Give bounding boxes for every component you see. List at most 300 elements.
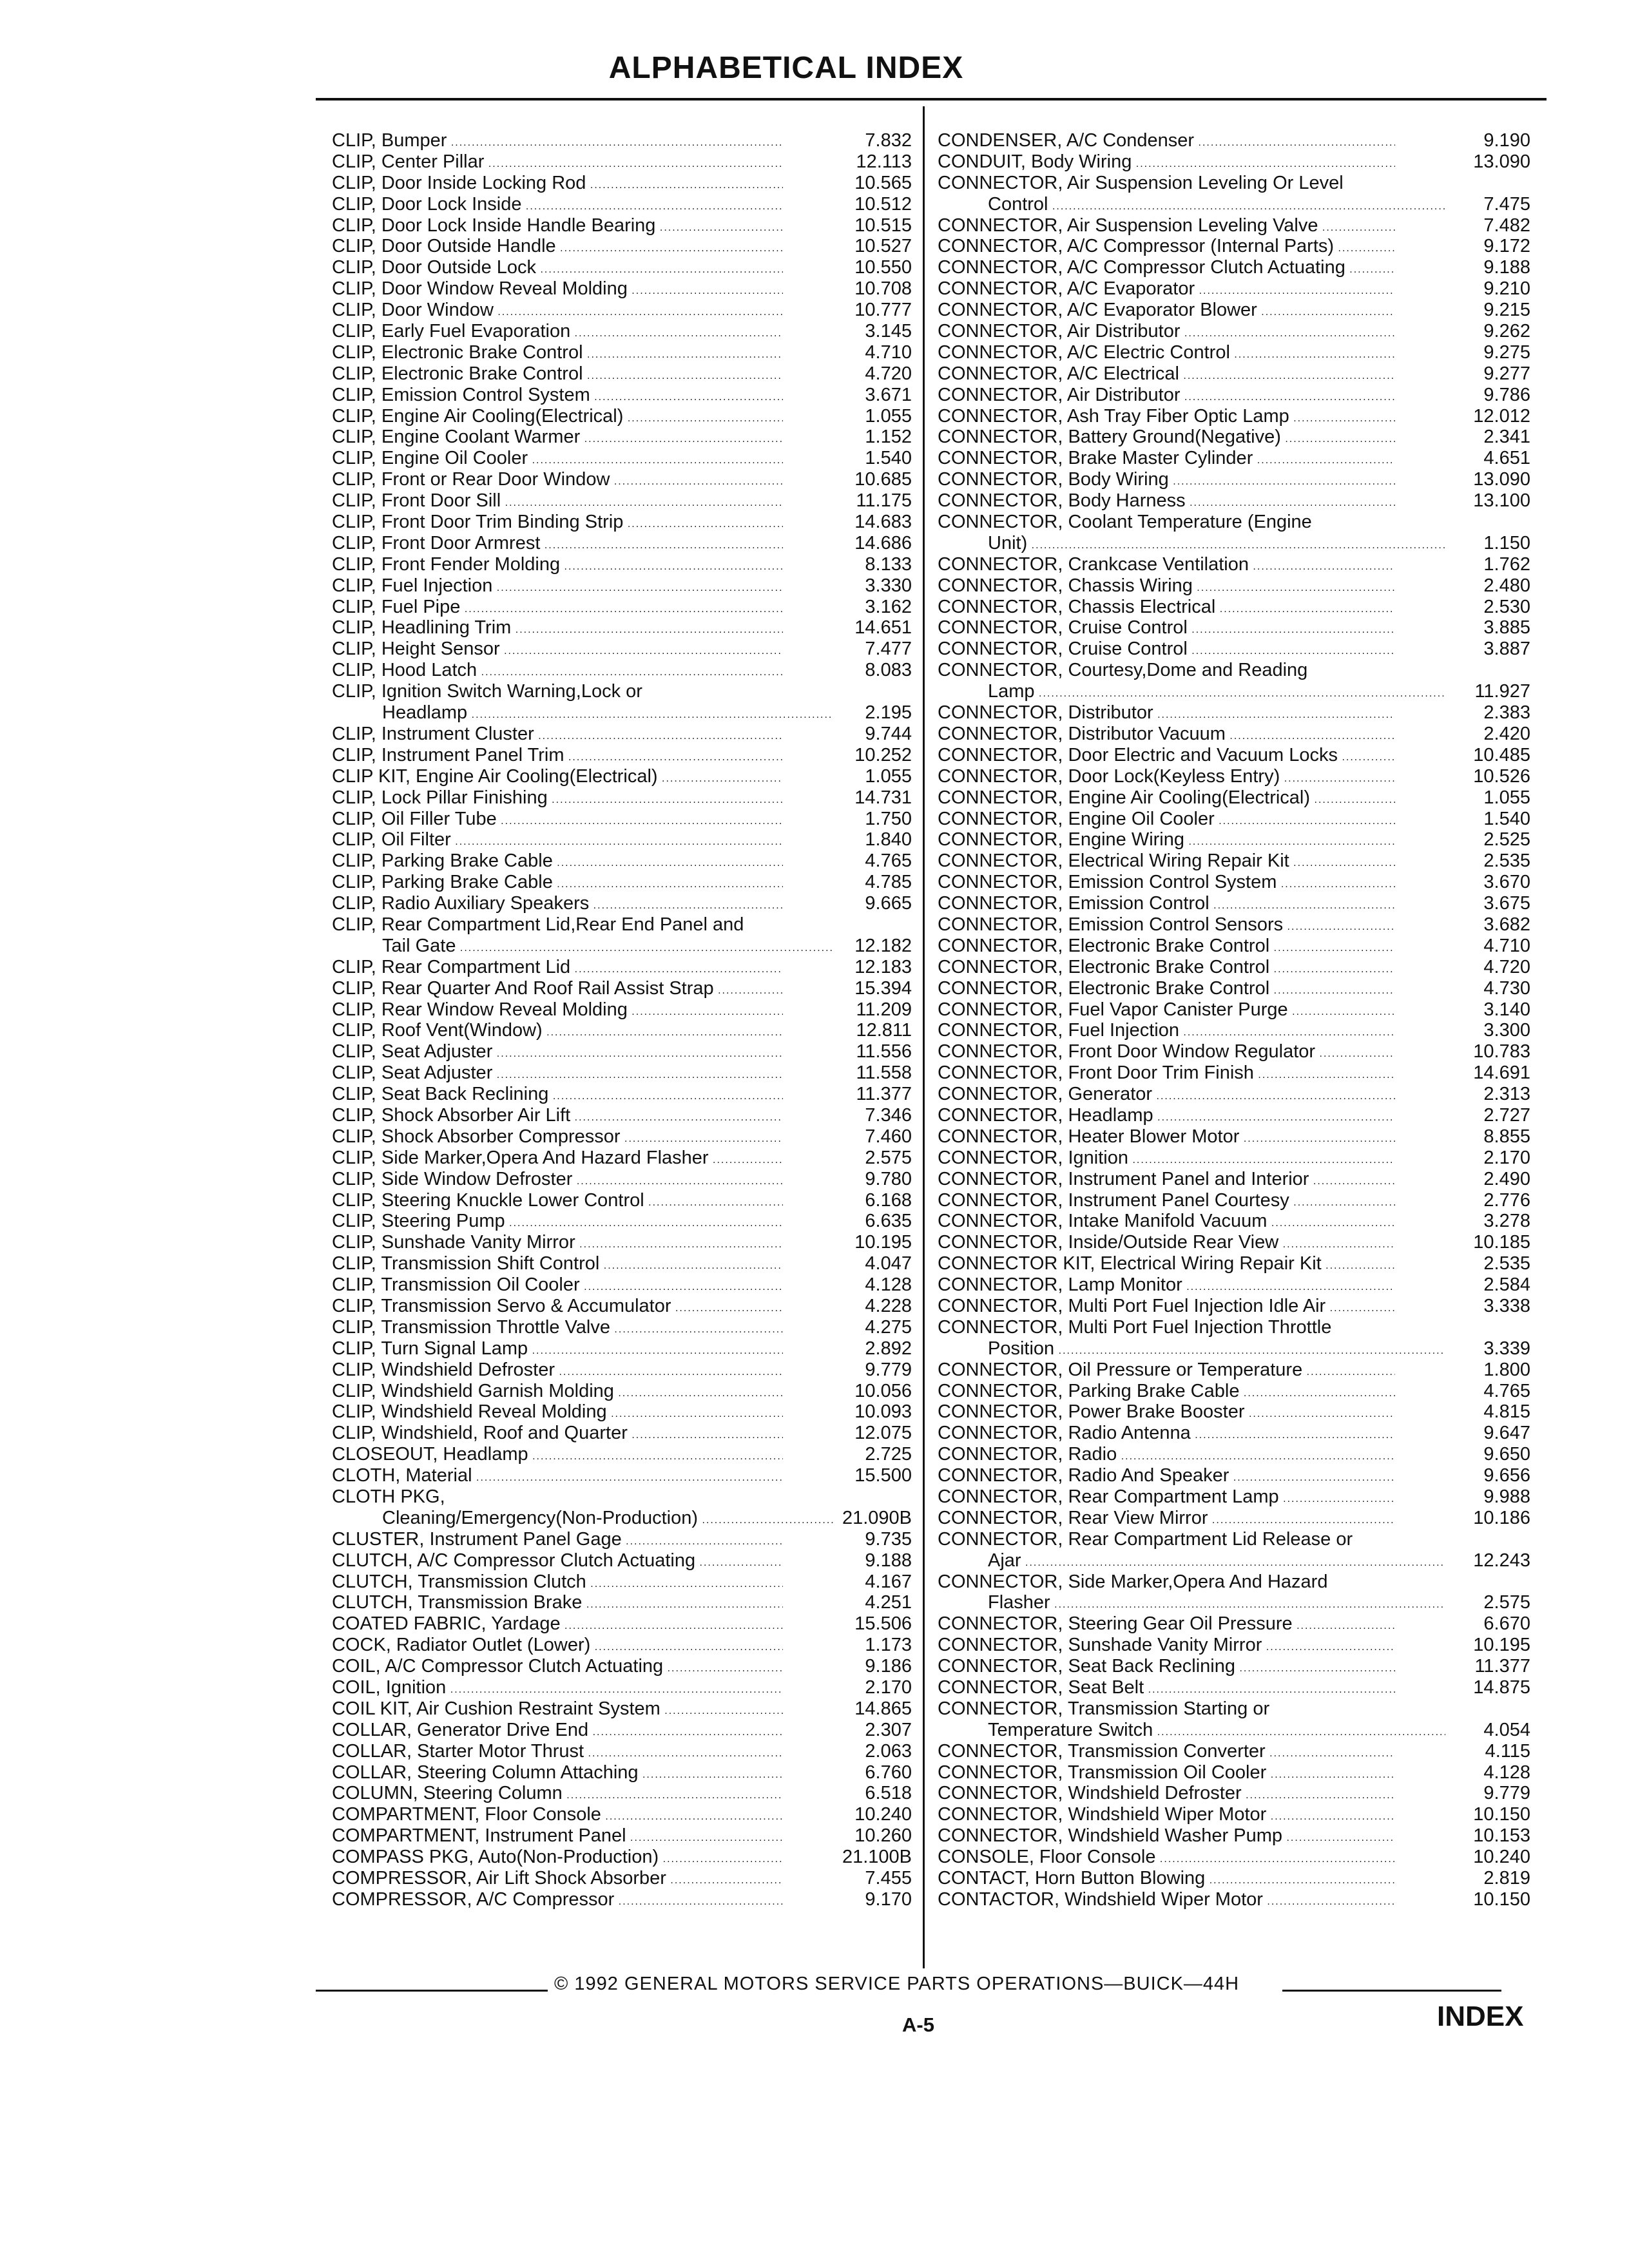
right-index-column bbox=[938, 130, 1530, 1910]
entry-name: CONNECTOR, Distributor Vacuum ..... bbox=[938, 724, 1395, 745]
index-entry bbox=[938, 1486, 1530, 1508]
entry-name: Ajar ..... bbox=[938, 1550, 1445, 1571]
index-entry bbox=[332, 1783, 912, 1804]
entry-page: 2.490 bbox=[1483, 1168, 1530, 1189]
entry-name: CONNECTOR, Seat Back Reclining ..... bbox=[938, 1656, 1395, 1677]
entry-page: 3.300 bbox=[1483, 1020, 1530, 1041]
entry-name: CONNECTOR, Seat Belt ..... bbox=[938, 1677, 1395, 1698]
entry-name: CONNECTOR, Transmission Starting or bbox=[938, 1698, 1270, 1719]
entry-name: CLIP, Steering Knuckle Lower Control ..... bbox=[332, 1190, 783, 1211]
index-entry bbox=[332, 957, 912, 978]
entry-page: 2.170 bbox=[865, 1677, 912, 1698]
entry-page: 1.762 bbox=[1483, 553, 1530, 575]
left-index-column bbox=[332, 130, 912, 1910]
index-entry bbox=[332, 1741, 912, 1762]
entry-page: 9.744 bbox=[865, 723, 912, 744]
entry-name: CLOTH, Material ..... bbox=[332, 1465, 783, 1486]
entry-name: CONNECTOR, Air Distributor ..... bbox=[938, 321, 1395, 342]
entry-page: 2.575 bbox=[1483, 1592, 1530, 1613]
entry-page: 4.128 bbox=[1483, 1762, 1530, 1783]
entry-name: COMPARTMENT, Floor Console ..... bbox=[332, 1804, 783, 1825]
entry-page: 13.090 bbox=[1473, 151, 1530, 172]
entry-name: CONNECTOR, Body Wiring ..... bbox=[938, 469, 1395, 490]
entry-page: 2.776 bbox=[1483, 1189, 1530, 1211]
entry-page: 7.477 bbox=[865, 639, 912, 660]
entry-page: 10.195 bbox=[854, 1232, 912, 1253]
index-entry bbox=[332, 1360, 912, 1381]
entry-page: 7.346 bbox=[865, 1104, 912, 1126]
index-entry bbox=[332, 1868, 912, 1889]
entry-name: CONNECTOR, Instrument Panel and Interior ..... bbox=[938, 1169, 1395, 1190]
entry-name: CONNECTOR, Cruise Control ..... bbox=[938, 617, 1395, 639]
index-entry bbox=[332, 1698, 912, 1720]
entry-name: CLIP, Door Lock Inside ..... bbox=[332, 194, 783, 215]
entry-name: CONNECTOR, Windshield Wiper Motor ..... bbox=[938, 1804, 1395, 1825]
index-entry bbox=[332, 1889, 912, 1910]
entry-page: 9.190 bbox=[1483, 130, 1530, 151]
index-entry bbox=[332, 1211, 912, 1232]
entry-page: 2.480 bbox=[1483, 575, 1530, 596]
index-entry bbox=[938, 469, 1530, 490]
index-entry bbox=[938, 872, 1530, 893]
entry-page: 7.482 bbox=[1483, 215, 1530, 236]
entry-name: CLOTH PKG, bbox=[332, 1486, 445, 1507]
index-entry bbox=[332, 1656, 912, 1677]
entry-name: CONNECTOR, Door Electric and Vacuum Locks ..... bbox=[938, 745, 1395, 766]
index-entry bbox=[332, 1486, 912, 1508]
index-entry bbox=[332, 872, 912, 893]
entry-page: 10.526 bbox=[1473, 765, 1530, 787]
entry-name: CLIP, Bumper ..... bbox=[332, 130, 783, 151]
index-entry bbox=[938, 321, 1530, 342]
entry-page: 4.765 bbox=[1483, 1380, 1530, 1401]
entry-page: 1.055 bbox=[865, 765, 912, 787]
entry-page: 12.811 bbox=[856, 1020, 912, 1041]
index-entry bbox=[332, 363, 912, 385]
entry-page: 1.150 bbox=[1483, 532, 1530, 553]
entry-page: 9.277 bbox=[1483, 363, 1530, 384]
entry-name: CONNECTOR, Chassis Wiring ..... bbox=[938, 575, 1395, 597]
entry-name: CLIP, Rear Compartment Lid ..... bbox=[332, 957, 783, 978]
entry-page: 10.565 bbox=[854, 172, 912, 193]
entry-page: 6.168 bbox=[865, 1189, 912, 1211]
index-entry bbox=[938, 1126, 1530, 1148]
index-entry bbox=[938, 597, 1530, 618]
entry-page: 10.195 bbox=[1473, 1635, 1530, 1656]
entry-name: CONNECTOR, Electronic Brake Control ..... bbox=[938, 957, 1395, 978]
entry-name: Cleaning/Emergency(Non-Production) ..... bbox=[332, 1508, 833, 1529]
index-entry bbox=[938, 342, 1530, 363]
index-entry bbox=[332, 1444, 912, 1465]
entry-page: 10.485 bbox=[1473, 744, 1530, 765]
entry-name: CONNECTOR, Instrument Panel Courtesy ..... bbox=[938, 1190, 1395, 1211]
entry-name: CONNECTOR, Inside/Outside Rear View ..... bbox=[938, 1232, 1395, 1253]
index-entry bbox=[332, 702, 912, 724]
entry-page: 1.750 bbox=[865, 808, 912, 829]
entry-name: CLIP, Front Door Trim Binding Strip ..... bbox=[332, 512, 783, 533]
column-divider bbox=[923, 106, 925, 1968]
index-entry bbox=[332, 1401, 912, 1423]
index-entry bbox=[938, 512, 1530, 533]
index-entry bbox=[938, 1169, 1530, 1190]
index-entry bbox=[332, 575, 912, 597]
entry-page: 21.100B bbox=[842, 1847, 912, 1868]
entry-page: 10.150 bbox=[1473, 1804, 1530, 1825]
index-entry bbox=[938, 1529, 1530, 1550]
index-entry bbox=[938, 1677, 1530, 1698]
entry-page: 10.240 bbox=[1473, 1847, 1530, 1868]
index-entry bbox=[332, 914, 912, 936]
entry-name: CLIP, Engine Air Cooling(Electrical) ..... bbox=[332, 406, 783, 427]
entry-name: CONNECTOR, Oil Pressure or Temperature ..... bbox=[938, 1360, 1395, 1381]
entry-name: Headlamp ..... bbox=[332, 702, 833, 724]
entry-name: CONNECTOR, Lamp Monitor ..... bbox=[938, 1274, 1395, 1296]
entry-page: 2.307 bbox=[865, 1719, 912, 1740]
entry-name: CONNECTOR, Windshield Washer Pump ..... bbox=[938, 1825, 1395, 1847]
entry-name: CLIP, Windshield Garnish Molding ..... bbox=[332, 1381, 783, 1402]
entry-page: 9.735 bbox=[865, 1528, 912, 1550]
index-entry bbox=[938, 1550, 1530, 1571]
entry-page: 7.475 bbox=[1483, 193, 1530, 215]
index-entry bbox=[332, 978, 912, 999]
entry-page: 3.671 bbox=[865, 384, 912, 405]
entry-name: CLIP, Electronic Brake Control ..... bbox=[332, 342, 783, 363]
entry-name: CONNECTOR, Front Door Window Regulator ..... bbox=[938, 1041, 1395, 1062]
entry-name: CLIP, Fuel Injection ..... bbox=[332, 575, 783, 597]
entry-name: CLOSEOUT, Headlamp ..... bbox=[332, 1444, 783, 1465]
index-entry bbox=[938, 1296, 1530, 1317]
header-rule bbox=[316, 98, 1547, 101]
entry-name: CONNECTOR, Ignition ..... bbox=[938, 1148, 1395, 1169]
index-entry bbox=[332, 1635, 912, 1656]
entry-name: CONNECTOR, Coolant Temperature (Engine bbox=[938, 512, 1312, 533]
entry-page: 2.535 bbox=[1483, 1253, 1530, 1274]
entry-name: Temperature Switch ..... bbox=[938, 1720, 1445, 1741]
index-entry bbox=[332, 787, 912, 809]
entry-page: 2.727 bbox=[1483, 1104, 1530, 1126]
index-entry bbox=[332, 469, 912, 490]
entry-name: CLIP, Radio Auxiliary Speakers ..... bbox=[332, 893, 783, 914]
index-entry bbox=[332, 829, 912, 850]
entry-name: CONNECTOR, Door Lock(Keyless Entry) ..... bbox=[938, 766, 1395, 787]
entry-page: 2.170 bbox=[1483, 1147, 1530, 1168]
entry-name: COMPASS PKG, Auto(Non-Production) ..... bbox=[332, 1847, 783, 1868]
entry-name: CLIP, Rear Window Reveal Molding ..... bbox=[332, 999, 783, 1021]
entry-name: CLIP, Center Pillar ..... bbox=[332, 151, 783, 173]
entry-page: 3.682 bbox=[1483, 914, 1530, 935]
entry-name: CLIP KIT, Engine Air Cooling(Electrical) ..... bbox=[332, 766, 783, 787]
index-entry bbox=[938, 745, 1530, 766]
entry-name: CONNECTOR, Courtesy,Dome and Reading bbox=[938, 660, 1308, 681]
entry-name: CONNECTOR, A/C Compressor Clutch Actuating ..... bbox=[938, 257, 1395, 278]
index-entry bbox=[938, 1698, 1530, 1720]
entry-page: 3.140 bbox=[1483, 999, 1530, 1020]
entry-page: 14.686 bbox=[854, 532, 912, 553]
index-entry bbox=[938, 766, 1530, 787]
index-entry bbox=[332, 1296, 912, 1317]
index-entry bbox=[938, 1041, 1530, 1062]
entry-page: 3.162 bbox=[865, 596, 912, 617]
entry-name: CONNECTOR, A/C Electrical ..... bbox=[938, 363, 1395, 385]
entry-page: 2.420 bbox=[1483, 723, 1530, 744]
entry-name: CONNECTOR, Heater Blower Motor ..... bbox=[938, 1126, 1395, 1148]
index-entry bbox=[938, 1720, 1530, 1741]
index-entry bbox=[332, 1571, 912, 1593]
entry-page: 9.186 bbox=[865, 1656, 912, 1677]
index-entry bbox=[332, 999, 912, 1021]
index-entry bbox=[332, 1762, 912, 1783]
entry-page: 1.055 bbox=[865, 405, 912, 427]
entry-name: CLIP, Seat Adjuster ..... bbox=[332, 1041, 783, 1062]
entry-name: CONNECTOR, Sunshade Vanity Mirror ..... bbox=[938, 1635, 1395, 1656]
entry-page: 11.377 bbox=[1474, 1656, 1530, 1677]
entry-page: 4.228 bbox=[865, 1295, 912, 1316]
entry-name: CONNECTOR, Front Door Trim Finish ..... bbox=[938, 1062, 1395, 1084]
entry-name: CONNECTOR, Transmission Converter ..... bbox=[938, 1741, 1395, 1762]
entry-name: CONNECTOR, Engine Air Cooling(Electrical) ..... bbox=[938, 787, 1395, 809]
index-entry bbox=[332, 406, 912, 427]
index-entry bbox=[332, 1381, 912, 1402]
entry-name: CONSOLE, Floor Console ..... bbox=[938, 1847, 1395, 1868]
index-entry bbox=[332, 1105, 912, 1126]
entry-page: 4.765 bbox=[865, 850, 912, 872]
entry-name: CLIP, Transmission Servo & Accumulator ..... bbox=[332, 1296, 783, 1317]
entry-name: CLIP, Electronic Brake Control ..... bbox=[332, 363, 783, 385]
entry-name: CONNECTOR, Ash Tray Fiber Optic Lamp ..... bbox=[938, 406, 1395, 427]
entry-name: CLIP, Fuel Pipe ..... bbox=[332, 597, 783, 618]
index-entry bbox=[938, 1338, 1530, 1360]
entry-name: CLIP, Front Door Armrest ..... bbox=[332, 533, 783, 554]
index-entry bbox=[332, 321, 912, 342]
entry-page: 1.173 bbox=[865, 1635, 912, 1656]
entry-page: 4.167 bbox=[865, 1571, 912, 1592]
entry-page: 2.584 bbox=[1483, 1274, 1530, 1296]
entry-page: 3.278 bbox=[1483, 1211, 1530, 1232]
index-entry bbox=[938, 151, 1530, 173]
index-entry bbox=[938, 936, 1530, 957]
entry-name: CLIP, Side Window Defroster ..... bbox=[332, 1169, 783, 1190]
entry-name: CLIP, Instrument Cluster ..... bbox=[332, 724, 783, 745]
entry-name: CONNECTOR, Electronic Brake Control ..... bbox=[938, 936, 1395, 957]
index-entry bbox=[332, 490, 912, 512]
entry-page: 4.720 bbox=[1483, 956, 1530, 977]
entry-page: 10.550 bbox=[854, 257, 912, 278]
entry-name: CLIP, Sunshade Vanity Mirror ..... bbox=[332, 1232, 783, 1253]
entry-page: 10.093 bbox=[854, 1401, 912, 1423]
entry-name: CLIP, Door Lock Inside Handle Bearing ..... bbox=[332, 215, 783, 236]
entry-name: CONNECTOR, Air Suspension Leveling Valve ..... bbox=[938, 215, 1395, 236]
entry-page: 11.377 bbox=[856, 1084, 912, 1105]
entry-name: COLLAR, Steering Column Attaching ..... bbox=[332, 1762, 783, 1783]
index-entry bbox=[938, 1360, 1530, 1381]
index-entry bbox=[938, 1211, 1530, 1232]
entry-page: 1.540 bbox=[865, 448, 912, 469]
entry-page: 9.647 bbox=[1483, 1423, 1530, 1444]
entry-page: 10.252 bbox=[854, 744, 912, 765]
index-entry bbox=[332, 1253, 912, 1274]
index-entry bbox=[938, 702, 1530, 724]
entry-page: 9.779 bbox=[865, 1359, 912, 1380]
entry-page: 9.275 bbox=[1483, 341, 1530, 363]
entry-page: 12.113 bbox=[856, 151, 912, 172]
index-entry bbox=[938, 1847, 1530, 1868]
index-entry bbox=[332, 342, 912, 363]
entry-name: COATED FABRIC, Yardage ..... bbox=[332, 1613, 783, 1635]
entry-page: 9.988 bbox=[1483, 1486, 1530, 1507]
entry-page: 10.186 bbox=[1473, 1507, 1530, 1528]
index-entry bbox=[938, 1401, 1530, 1423]
entry-name: CONNECTOR, A/C Evaporator ..... bbox=[938, 278, 1395, 300]
entry-name: CLIP, Early Fuel Evaporation ..... bbox=[332, 321, 783, 342]
entry-page: 3.887 bbox=[1483, 639, 1530, 660]
entry-name: CONNECTOR, A/C Compressor (Internal Parts) ..... bbox=[938, 236, 1395, 257]
index-entry bbox=[938, 893, 1530, 914]
index-entry bbox=[938, 363, 1530, 385]
entry-name: CONNECTOR, Brake Master Cylinder ..... bbox=[938, 448, 1395, 469]
entry-page: 3.330 bbox=[865, 575, 912, 596]
index-entry bbox=[938, 1783, 1530, 1804]
entry-page: 9.656 bbox=[1483, 1465, 1530, 1486]
entry-page: 14.683 bbox=[854, 512, 912, 533]
entry-page: 4.128 bbox=[865, 1274, 912, 1296]
index-entry bbox=[332, 1148, 912, 1169]
entry-name: CLIP, Transmission Oil Cooler ..... bbox=[332, 1274, 783, 1296]
entry-name: CONNECTOR, Air Suspension Leveling Or Level bbox=[938, 172, 1344, 193]
entry-page: 9.262 bbox=[1483, 321, 1530, 342]
entry-name: CONNECTOR, Side Marker,Opera And Hazard bbox=[938, 1571, 1328, 1592]
index-entry bbox=[938, 1253, 1530, 1274]
index-entry bbox=[332, 597, 912, 618]
entry-name: CLIP, Emission Control System ..... bbox=[332, 385, 783, 406]
index-entry bbox=[332, 1084, 912, 1105]
entry-page: 2.535 bbox=[1483, 850, 1530, 872]
entry-page: 9.650 bbox=[1483, 1444, 1530, 1465]
entry-page: 3.339 bbox=[1483, 1338, 1530, 1359]
entry-page: 11.927 bbox=[1474, 681, 1530, 702]
entry-name: CONNECTOR, Chassis Electrical ..... bbox=[938, 597, 1395, 618]
entry-page: 2.892 bbox=[865, 1338, 912, 1359]
entry-name: CONNECTOR, Multi Port Fuel Injection Idle Air ..... bbox=[938, 1296, 1395, 1317]
page-number: A-5 bbox=[902, 2013, 934, 2036]
entry-page: 9.779 bbox=[1483, 1783, 1530, 1804]
entry-name: Position ..... bbox=[938, 1338, 1445, 1360]
entry-page: 12.183 bbox=[854, 956, 912, 977]
copyright-line: © 1992 GENERAL MOTORS SERVICE PARTS OPERATIONS—BUICK—44H bbox=[554, 1974, 1240, 1994]
index-entry bbox=[938, 406, 1530, 427]
index-entry bbox=[332, 194, 912, 215]
index-entry bbox=[332, 278, 912, 300]
index-entry bbox=[332, 1847, 912, 1868]
index-entry bbox=[938, 1508, 1530, 1529]
entry-name: CLIP, Oil Filter ..... bbox=[332, 829, 783, 850]
entry-name: CONNECTOR, Battery Ground(Negative) ..... bbox=[938, 427, 1395, 448]
index-entry bbox=[938, 829, 1530, 850]
entry-name: CONNECTOR, Radio ..... bbox=[938, 1444, 1395, 1465]
entry-name: Unit) ..... bbox=[938, 533, 1445, 554]
entry-name: CONNECTOR, Air Distributor ..... bbox=[938, 385, 1395, 406]
entry-name: CONNECTOR, Power Brake Booster ..... bbox=[938, 1401, 1395, 1423]
entry-name: CONNECTOR, Emission Control System ..... bbox=[938, 872, 1395, 893]
entry-page: 2.819 bbox=[1483, 1868, 1530, 1889]
index-entry bbox=[332, 300, 912, 321]
entry-page: 2.195 bbox=[865, 702, 912, 724]
index-entry bbox=[332, 893, 912, 914]
index-entry bbox=[938, 1656, 1530, 1677]
entry-page: 10.153 bbox=[1473, 1825, 1530, 1847]
entry-page: 4.251 bbox=[865, 1592, 912, 1613]
entry-page: 4.815 bbox=[1483, 1401, 1530, 1423]
footer-rule-left bbox=[316, 1990, 548, 1992]
entry-name: CONDENSER, A/C Condenser ..... bbox=[938, 130, 1395, 151]
entry-name: CONNECTOR, A/C Electric Control ..... bbox=[938, 342, 1395, 363]
entry-name: CLIP, Transmission Shift Control ..... bbox=[332, 1253, 783, 1274]
entry-page: 9.188 bbox=[1483, 257, 1530, 278]
index-entry bbox=[332, 1465, 912, 1486]
entry-page: 8.083 bbox=[865, 660, 912, 681]
entry-name: CONNECTOR, Headlamp ..... bbox=[938, 1105, 1395, 1126]
index-entry bbox=[332, 1169, 912, 1190]
entry-page: 10.777 bbox=[854, 300, 912, 321]
index-entry bbox=[938, 1635, 1530, 1656]
entry-page: 2.725 bbox=[865, 1444, 912, 1465]
entry-name: CONNECTOR, Windshield Defroster ..... bbox=[938, 1783, 1395, 1804]
entry-page: 9.786 bbox=[1483, 384, 1530, 405]
index-entry bbox=[332, 1274, 912, 1296]
index-entry bbox=[938, 1274, 1530, 1296]
entry-name: CLIP, Shock Absorber Compressor ..... bbox=[332, 1126, 783, 1148]
entry-name: COIL, A/C Compressor Clutch Actuating ..... bbox=[332, 1656, 783, 1677]
entry-page: 9.210 bbox=[1483, 278, 1530, 300]
index-entry bbox=[332, 1126, 912, 1148]
index-entry bbox=[332, 617, 912, 639]
entry-name: COIL KIT, Air Cushion Restraint System ..... bbox=[332, 1698, 783, 1720]
index-entry bbox=[938, 278, 1530, 300]
entry-name: COLUMN, Steering Column ..... bbox=[332, 1783, 783, 1804]
index-entry bbox=[938, 236, 1530, 257]
entry-page: 7.455 bbox=[865, 1868, 912, 1889]
entry-name: CLIP, Headlining Trim ..... bbox=[332, 617, 783, 639]
entry-page: 4.651 bbox=[1483, 448, 1530, 469]
entry-page: 4.710 bbox=[865, 341, 912, 363]
entry-page: 2.525 bbox=[1483, 829, 1530, 850]
entry-page: 2.383 bbox=[1483, 702, 1530, 724]
entry-page: 9.665 bbox=[865, 893, 912, 914]
index-entry bbox=[938, 1571, 1530, 1593]
entry-page: 10.515 bbox=[854, 215, 912, 236]
index-entry bbox=[332, 554, 912, 575]
entry-name: Tail Gate ..... bbox=[332, 936, 833, 957]
entry-page: 2.313 bbox=[1483, 1084, 1530, 1105]
entry-name: CLIP, Seat Back Reclining ..... bbox=[332, 1084, 783, 1105]
entry-name: CLIP, Ignition Switch Warning,Lock or bbox=[332, 681, 642, 702]
index-entry bbox=[332, 448, 912, 469]
entry-name: CONNECTOR KIT, Electrical Wiring Repair Kit ..... bbox=[938, 1253, 1395, 1274]
index-entry bbox=[332, 660, 912, 681]
entry-name: COCK, Radiator Outlet (Lower) ..... bbox=[332, 1635, 783, 1656]
index-entry bbox=[332, 1677, 912, 1698]
index-entry bbox=[332, 385, 912, 406]
index-entry bbox=[938, 639, 1530, 660]
entry-name: CONNECTOR, Intake Manifold Vacuum ..... bbox=[938, 1211, 1395, 1232]
index-entry bbox=[938, 300, 1530, 321]
footer-rule-right bbox=[1282, 1990, 1501, 1992]
entry-page: 10.685 bbox=[854, 469, 912, 490]
index-entry bbox=[332, 1020, 912, 1041]
entry-name: Control ..... bbox=[938, 194, 1445, 215]
entry-name: CLIP, Front Door Sill ..... bbox=[332, 490, 783, 512]
entry-name: COMPRESSOR, A/C Compressor ..... bbox=[332, 1889, 783, 1910]
entry-name: CLIP, Side Marker,Opera And Hazard Flasher ..... bbox=[332, 1148, 783, 1169]
